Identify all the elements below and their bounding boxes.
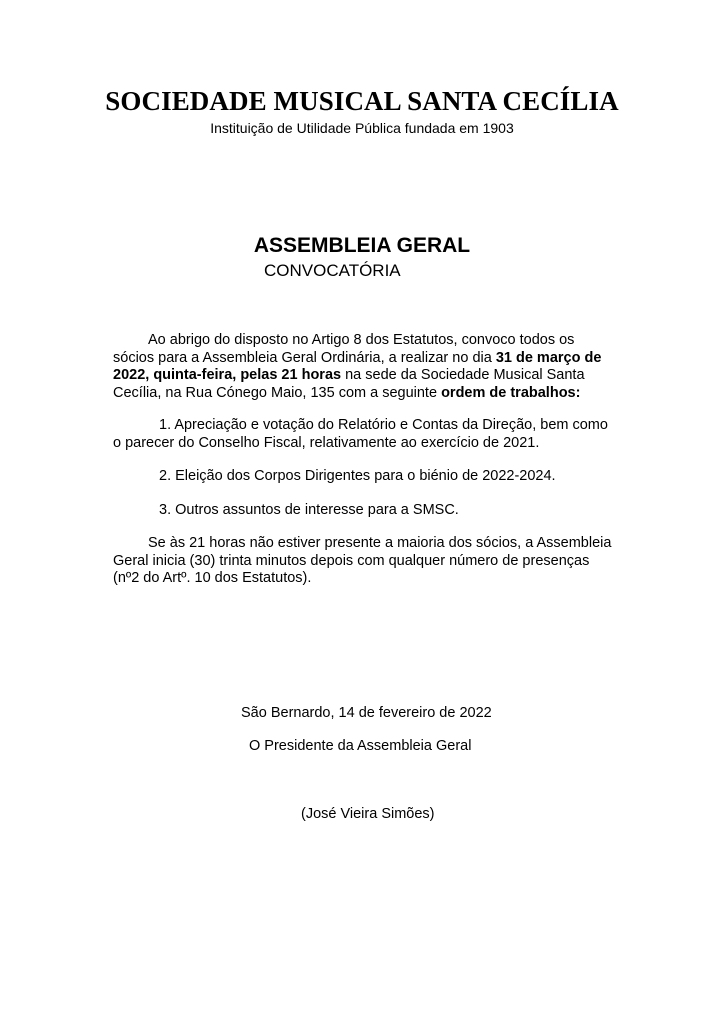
organization-tagline: Instituição de Utilidade Pública fundada em 1903 <box>210 120 514 136</box>
document-subtitle: CONVOCATÓRIA <box>264 261 401 280</box>
place-and-date: São Bernardo, 14 de fevereiro de 2022 <box>241 705 492 721</box>
intro-text-part2: na sede da Sociedade Musical Santa Cecília, na Rua Cónego Maio, 135 com a seguinte <box>113 367 585 401</box>
quorum-paragraph: Se às 21 horas não estiver presente a maioria dos sócios, a Assembleia Geral inicia (30) trinta minutos depois com qualquer número de presenças (nº2 do Artº. 10 dos Estatutos). <box>113 535 612 586</box>
intro-text-part1: Ao abrigo do disposto no Artigo 8 dos Estatutos, convoco todos os sócios para a Assembleia Geral Ordinária, a realizar no dia <box>113 332 575 366</box>
signer-name: (José Vieira Simões) <box>301 806 435 822</box>
document-title: ASSEMBLEIA GERAL <box>253 234 471 257</box>
agenda-heading: ordem de trabalhos: <box>441 384 581 401</box>
organization-name: SOCIEDADE MUSICAL SANTA CECÍLIA <box>105 86 619 116</box>
intro-paragraph <box>113 332 615 402</box>
agenda-item-1: 1. Apreciação e votação do Relatório e Contas da Direção, bem como o parecer do Conselho Fiscal, relativamente ao exercício de 2021. <box>113 417 608 451</box>
agenda-item-3: 3. Outros assuntos de interesse para a SMSC. <box>159 502 459 518</box>
agenda-item-2: 2. Eleição dos Corpos Dirigentes para o biénio de 2022-2024. <box>159 468 556 484</box>
meeting-date-time: 31 de março de 2022, quinta-feira, pelas 21 horas <box>113 349 602 383</box>
signer-role: O Presidente da Assembleia Geral <box>249 738 472 754</box>
